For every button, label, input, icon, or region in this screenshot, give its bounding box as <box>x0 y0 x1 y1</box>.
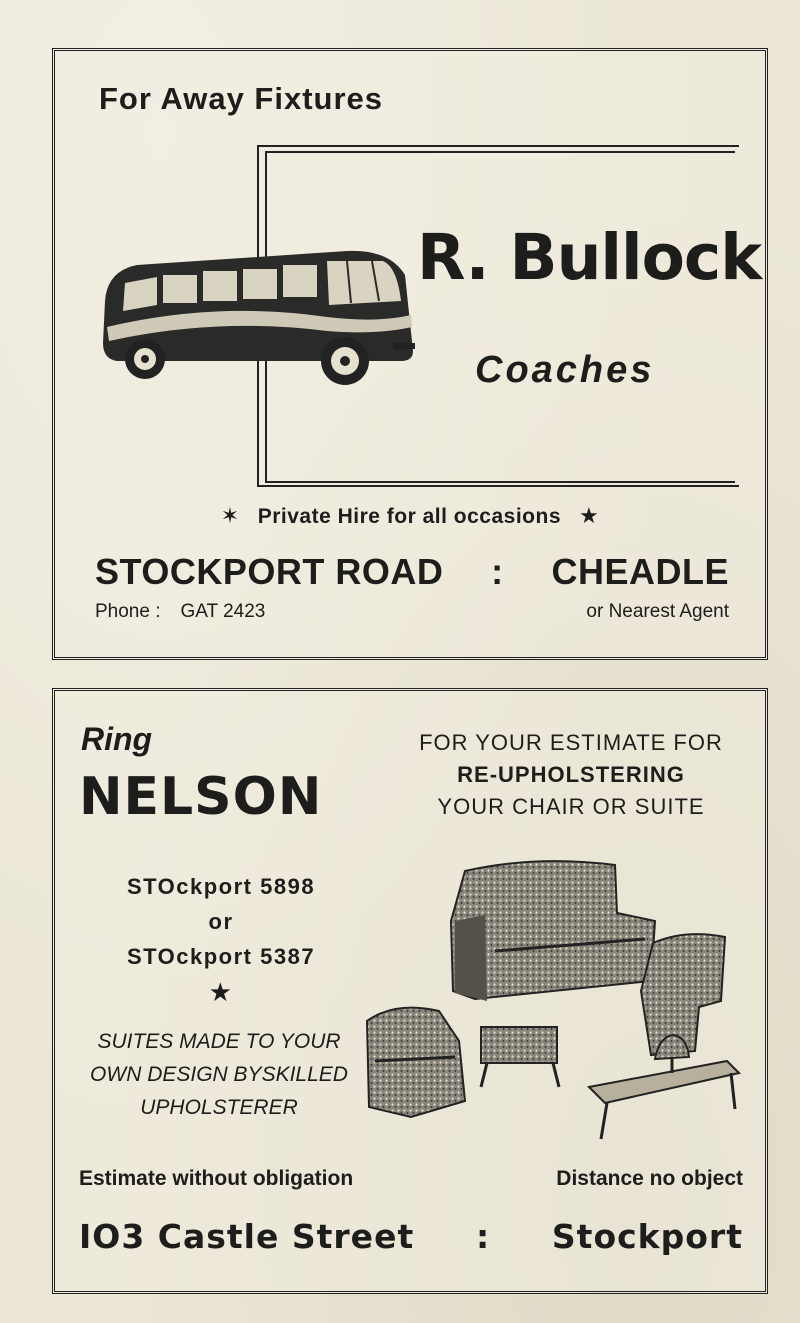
address-street: STOCKPORT ROAD <box>95 551 444 592</box>
estimate-line-2: RE-UPHOLSTERING <box>457 762 685 787</box>
address-town: Stockport <box>551 1217 743 1256</box>
suites-line-3: UPHOLSTERER <box>140 1096 298 1119</box>
estimate-heading <box>391 727 751 823</box>
estimate-free-text: Estimate without obligation <box>79 1167 354 1190</box>
address-separator: : <box>491 551 504 592</box>
furniture-suite-icon <box>355 851 755 1151</box>
phone-number: GAT 2423 <box>180 601 266 622</box>
private-hire-text: Private Hire for all occasions <box>257 505 561 528</box>
phone-label: Phone : <box>95 601 161 622</box>
address-town: CHEADLE <box>551 551 729 592</box>
star-icon: ✶ <box>220 503 240 528</box>
brand-name: R. Bullock <box>417 221 762 294</box>
nelson-address <box>79 1217 743 1256</box>
bullock-coaches-advert <box>52 48 768 660</box>
nelson-phone-numbers <box>91 869 351 1010</box>
nearest-agent-text: or Nearest Agent <box>586 601 729 622</box>
ring-text: Ring <box>81 721 153 757</box>
suites-line-1: SUITES MADE TO YOUR <box>97 1030 341 1053</box>
star-icon: ★ <box>208 977 234 1007</box>
phone-info <box>95 601 265 623</box>
coach-bus-icon <box>97 231 417 391</box>
nelson-terms-row <box>79 1167 743 1191</box>
brand-subtitle: Coaches <box>475 349 655 391</box>
nelson-upholstery-advert <box>52 688 768 1294</box>
nelson-brand-name: NELSON <box>79 767 323 827</box>
phone-number-1: STOckport 5898 <box>126 874 316 899</box>
estimate-line-3: YOUR CHAIR OR SUITE <box>437 794 705 819</box>
suites-description <box>69 1025 369 1124</box>
distance-text: Distance no object <box>556 1167 743 1190</box>
away-fixtures-heading: For Away Fixtures <box>99 81 384 116</box>
phone-or: or <box>208 909 234 934</box>
bullock-address <box>95 551 729 593</box>
private-hire-line <box>55 503 765 529</box>
star-icon: ★ <box>579 503 600 528</box>
bullock-phone-row <box>95 601 729 623</box>
address-separator: : <box>475 1217 491 1256</box>
suites-line-2: OWN DESIGN BYSKILLED <box>90 1063 348 1086</box>
phone-number-2: STOckport 5387 <box>126 944 316 969</box>
address-street: IO3 Castle Street <box>79 1217 415 1256</box>
estimate-line-1: FOR YOUR ESTIMATE FOR <box>419 730 723 755</box>
